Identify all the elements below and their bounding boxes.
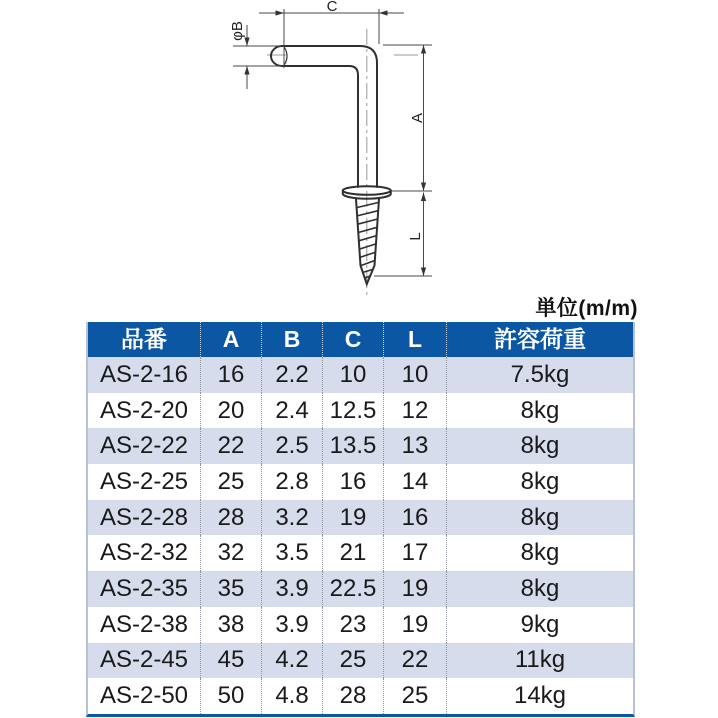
table-row: [88, 678, 633, 714]
value-b: 3.2: [261, 500, 322, 536]
value-a: 50: [200, 678, 261, 714]
value-load: 8kg: [446, 393, 633, 429]
table-row: [88, 500, 633, 536]
value-a: 35: [200, 571, 261, 607]
value-c: 25: [322, 643, 383, 679]
part-number: AS-2-28: [99, 503, 189, 531]
value-c: 23: [322, 607, 383, 643]
value-c: 19: [322, 500, 383, 536]
value-c: 21: [322, 535, 383, 571]
table-row: [88, 428, 633, 464]
value-b: 3.5: [261, 535, 322, 571]
value-l: 19: [383, 607, 446, 643]
part-number: AS-2-32: [99, 539, 189, 567]
part-number: AS-2-22: [99, 432, 189, 460]
value-l: 22: [383, 643, 446, 679]
centerlines: [267, 29, 418, 296]
dim-label-l: L: [407, 232, 424, 241]
header-cell-a: A: [200, 322, 261, 357]
value-b: 2.5: [261, 428, 322, 464]
value-load: 8kg: [446, 464, 633, 500]
value-c: 13.5: [322, 428, 383, 464]
value-a: 45: [200, 643, 261, 679]
table-row: [88, 464, 633, 500]
value-l: 13: [383, 428, 446, 464]
value-l: 25: [383, 678, 446, 714]
table-row: [88, 607, 633, 643]
value-c: 28: [322, 678, 383, 714]
value-a: 28: [200, 500, 261, 536]
header-cell-load: 許容荷重: [446, 322, 633, 357]
hook-outline: [271, 46, 391, 284]
value-l: 12: [383, 393, 446, 429]
table-row: [88, 393, 633, 429]
part-number: AS-2-35: [99, 574, 189, 602]
value-b: 3.9: [261, 607, 322, 643]
header-cell-l: L: [383, 322, 446, 357]
value-a: 16: [200, 357, 261, 393]
header-cell-part: 品番: [121, 326, 167, 352]
value-l: 10: [383, 357, 446, 393]
value-c: 22.5: [322, 571, 383, 607]
value-c: 10: [322, 357, 383, 393]
part-number: AS-2-20: [99, 396, 189, 424]
value-b: 4.8: [261, 678, 322, 714]
value-load: 8kg: [446, 535, 633, 571]
value-b: 3.9: [261, 571, 322, 607]
value-load: 14kg: [446, 678, 633, 714]
value-load: 9kg: [446, 607, 633, 643]
header-cell-b: B: [261, 322, 322, 357]
spec-table: [86, 322, 635, 717]
value-l: 16: [383, 500, 446, 536]
table-row: [88, 357, 633, 393]
value-c: 16: [322, 464, 383, 500]
part-number: AS-2-25: [99, 467, 189, 495]
table-row: [88, 643, 633, 679]
value-a: 25: [200, 464, 261, 500]
value-a: 22: [200, 428, 261, 464]
value-a: 20: [200, 393, 261, 429]
value-a: 38: [200, 607, 261, 643]
value-b: 4.2: [261, 643, 322, 679]
table-row: [88, 535, 633, 571]
part-number: AS-2-16: [99, 360, 189, 388]
dim-label-b: φB: [229, 21, 246, 41]
value-b: 2.4: [261, 393, 322, 429]
value-load: 8kg: [446, 428, 633, 464]
table-header-row: [88, 322, 633, 357]
part-number: AS-2-38: [99, 610, 189, 638]
part-number: AS-2-50: [99, 682, 189, 710]
dim-label-a: A: [409, 112, 426, 124]
value-b: 2.8: [261, 464, 322, 500]
value-l: 19: [383, 571, 446, 607]
value-l: 14: [383, 464, 446, 500]
value-b: 2.2: [261, 357, 322, 393]
value-l: 17: [383, 535, 446, 571]
dimension-c: [259, 9, 404, 68]
unit-label: 単位(m/m): [535, 297, 638, 320]
value-c: 12.5: [322, 393, 383, 429]
value-load: 7.5kg: [446, 357, 633, 393]
hook-diagram: [0, 0, 718, 320]
value-load: 11kg: [446, 643, 633, 679]
value-a: 32: [200, 535, 261, 571]
dim-label-c: C: [326, 0, 338, 15]
value-load: 8kg: [446, 571, 633, 607]
table-row: [88, 571, 633, 607]
value-load: 8kg: [446, 500, 633, 536]
header-cell-c: C: [322, 322, 383, 357]
part-number: AS-2-45: [99, 646, 189, 674]
